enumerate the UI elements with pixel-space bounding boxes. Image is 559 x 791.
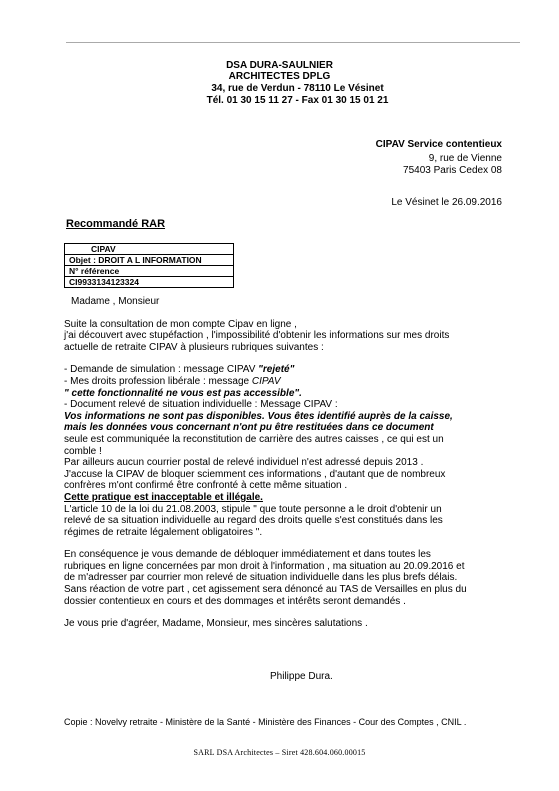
body-line: Suite la consultation de mon compte Cipav en ligne , <box>64 318 297 330</box>
body-line: j'ai découvert avec stupéfaction , l'impossibilité d'obtenir les informations sur mes droits <box>64 330 450 342</box>
body-line: rubriques en ligne concernées par mon droit à l'information , ma situation au 20.09.2016 et <box>64 560 465 572</box>
signature: Philippe Dura. <box>270 671 333 682</box>
sender-address: 34, rue de Verdun - 78110 Le Vésinet <box>211 83 384 94</box>
body-line: confrères m'ont confirmé être confronté à cette même situation . <box>64 480 348 492</box>
copy-recipients: Copie : Novelvy retraite - Ministère de la Santé - Ministère des Finances - Cour des Comptes , CNIL . <box>64 717 467 727</box>
salutation: Madame , Monsieur <box>71 296 160 307</box>
bullet-droits <box>64 376 524 388</box>
sender-phone-fax: Tél. 01 30 15 11 27 - Fax 01 30 15 01 21 <box>206 95 389 106</box>
reference-box <box>64 243 234 288</box>
date-line: Le Vésinet le 26.09.2016 <box>391 197 502 208</box>
body-line: comble ! <box>64 445 102 457</box>
emphasis-line: Vos informations ne sont pas disponibles. Vous êtes identifié auprès de la caisse, <box>64 410 453 422</box>
body-line: de m'adresser par courrier mon relevé de situation individuelle dans les plus brefs délais. <box>64 572 458 584</box>
emphasis-text: CIPAV <box>251 375 281 387</box>
body-line: seule est communiquée la reconstitution de carrière des autres caisses , ce qui est un <box>64 433 444 445</box>
emphasis-line: " cette fonctionnalité ne vous est pas accessible". <box>64 387 302 399</box>
emphasis-text: "rejeté" <box>258 364 295 376</box>
body-line: Par ailleurs aucun courrier postal de relevé individuel n'est adressé depuis 2013 . <box>64 457 424 469</box>
body-line: - Document relevé de situation individuelle : Message CIPAV : <box>64 399 338 411</box>
recipient-street: 9, rue de Vienne <box>428 153 502 164</box>
body-line: dossier contentieux en cours et des dommages et intérêts seront demandés . <box>64 595 406 607</box>
ref-objet: Objet : DROIT A L INFORMATION <box>65 255 234 266</box>
registered-mail-label: Recommandé RAR <box>66 218 166 230</box>
illegal-statement: Cette pratique est inacceptable et illégale. <box>64 491 263 503</box>
recipient-name: CIPAV Service contentieux <box>375 139 502 150</box>
body-line: régimes de retraite légalement obligatoires ". <box>64 526 263 538</box>
body-line: En conséquence je vous demande de débloquer immédiatement et dans toutes les <box>64 549 431 561</box>
bullet-simulation <box>64 364 524 376</box>
letter-body <box>64 296 524 630</box>
header-rule <box>66 42 520 43</box>
body-text: - Mes droits profession libérale : message <box>64 375 252 387</box>
sender-profession: ARCHITECTES DPLG <box>228 71 331 82</box>
company-footer: SARL DSA Architectes – Siret 428.604.060.00015 <box>193 748 366 757</box>
ref-number: CI9933134123324 <box>65 277 234 288</box>
closing-line: Je vous prie d'agréer, Madame, Monsieur, mes sincères salutations . <box>64 618 368 630</box>
body-line: J'accuse la CIPAV de bloquer sciemment ces informations , d'autant que de nombreux <box>64 468 446 480</box>
body-line: L'article 10 de la loi du 21.08.2003, stipule " que toute personne a le droit d'obtenir un <box>64 503 442 515</box>
body-line: actuelle de retraite CIPAV à plusieurs rubriques suivantes : <box>64 341 324 353</box>
emphasis-line: mais les données vous concernant n'ont pu être restituées dans ce document <box>64 422 434 434</box>
body-text: - Demande de simulation : message CIPAV <box>64 364 259 376</box>
ref-org: CIPAV <box>65 244 234 255</box>
body-line: relevé de sa situation individuelle au regard des droits quelle s'est constitués dans les <box>64 515 443 527</box>
sender-name: DSA DURA-SAULNIER <box>226 60 333 71</box>
recipient-city: 75403 Paris Cedex 08 <box>403 165 502 176</box>
body-line: Sans réaction de votre part , cet agissement sera dénoncé au TAS de Versailles en plus du <box>64 584 467 596</box>
ref-number-label: N° référence <box>65 266 234 277</box>
